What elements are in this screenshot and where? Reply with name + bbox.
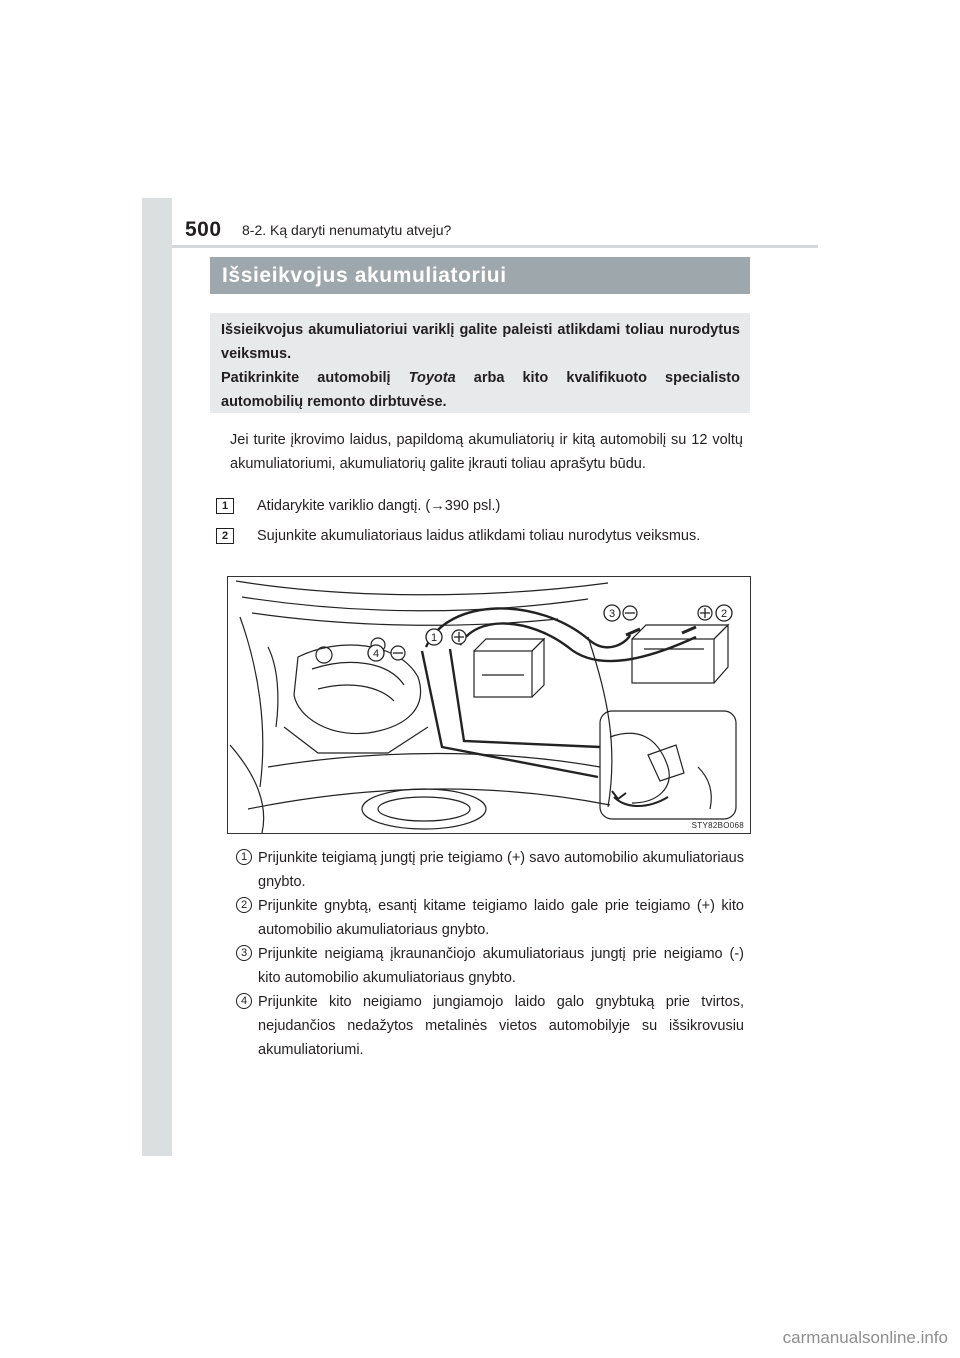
breadcrumb: 8-2. Ką daryti nenumatytu atveju? — [242, 222, 452, 238]
body-paragraph: Jei turite įkrovimo laidus, papildomą akumuliatorių ir kitą automobilį su 12 voltų akumuliatoriumi, akumuliatorių galite įkrauti toliau aprašytu būdu. — [230, 432, 743, 472]
step-number: 1 — [216, 498, 234, 514]
sub-step-text: Prijunkite teigiamą jungtį prie teigiamo (+) savo automobilio akumuliatoriaus gnybto. — [258, 850, 744, 890]
sub-step-text: Prijunkite kito neigiamo jungiamojo laido galo gnybtuką prie tvirtos, nejudančios nedažytos metalinės vietos automobilyje su išsikrovusiu akumuliatoriumi. — [258, 994, 744, 1058]
header-rule — [172, 245, 818, 248]
step-number: 2 — [216, 528, 234, 544]
watermark: carmanualsonline.info — [782, 1328, 948, 1347]
intro-line-1: Išsieikvojus akumuliatoriui variklį galite paleisti atlikdami toliau nurodytus veiksmus. — [221, 322, 740, 362]
intro-box — [210, 313, 750, 413]
circled-number: 1 — [236, 849, 252, 865]
callout-1: 1 — [430, 632, 438, 644]
intro-line-2-suffix: arba kito kvalifikuoto specialisto automobilių remonto dirbtuvėse. — [221, 370, 740, 410]
engine-bay-drawing — [228, 577, 750, 833]
jump-start-illustration — [227, 576, 751, 834]
step-text: Atidarykite variklio dangtį. (→390 psl.) — [257, 498, 501, 514]
step-text: Sujunkite akumuliatoriaus laidus atlikdami toliau nurodytus veiksmus. — [257, 528, 701, 544]
intro-line-2-prefix: Patikrinkite automobilį — [221, 370, 409, 386]
sidebar-tab — [142, 198, 172, 1156]
circled-number: 2 — [236, 897, 252, 913]
brand-name: Toyota — [408, 370, 456, 386]
intro-line-2 — [221, 366, 740, 414]
sub-step-text: Prijunkite neigiamą įkraunančiojo akumuliatoriaus jungtį prie neigiamo (-) kito automobilio akumuliatoriaus gnybto. — [258, 946, 744, 986]
section-title: Išsieikvojus akumuliatoriui — [210, 257, 750, 294]
circled-number: 4 — [236, 993, 252, 1009]
figure-code: STY82BO068 — [691, 821, 744, 830]
sub-step-text: Prijunkite gnybtą, esantį kitame teigiamo laido gale prie teigiamo (+) kito automobilio akumuliatoriaus gnybto. — [258, 898, 744, 938]
page-number: 500 — [185, 218, 222, 241]
circled-number: 3 — [236, 945, 252, 961]
callout-4: 4 — [372, 648, 380, 660]
callout-3: 3 — [608, 608, 616, 620]
callout-2: 2 — [720, 608, 728, 620]
